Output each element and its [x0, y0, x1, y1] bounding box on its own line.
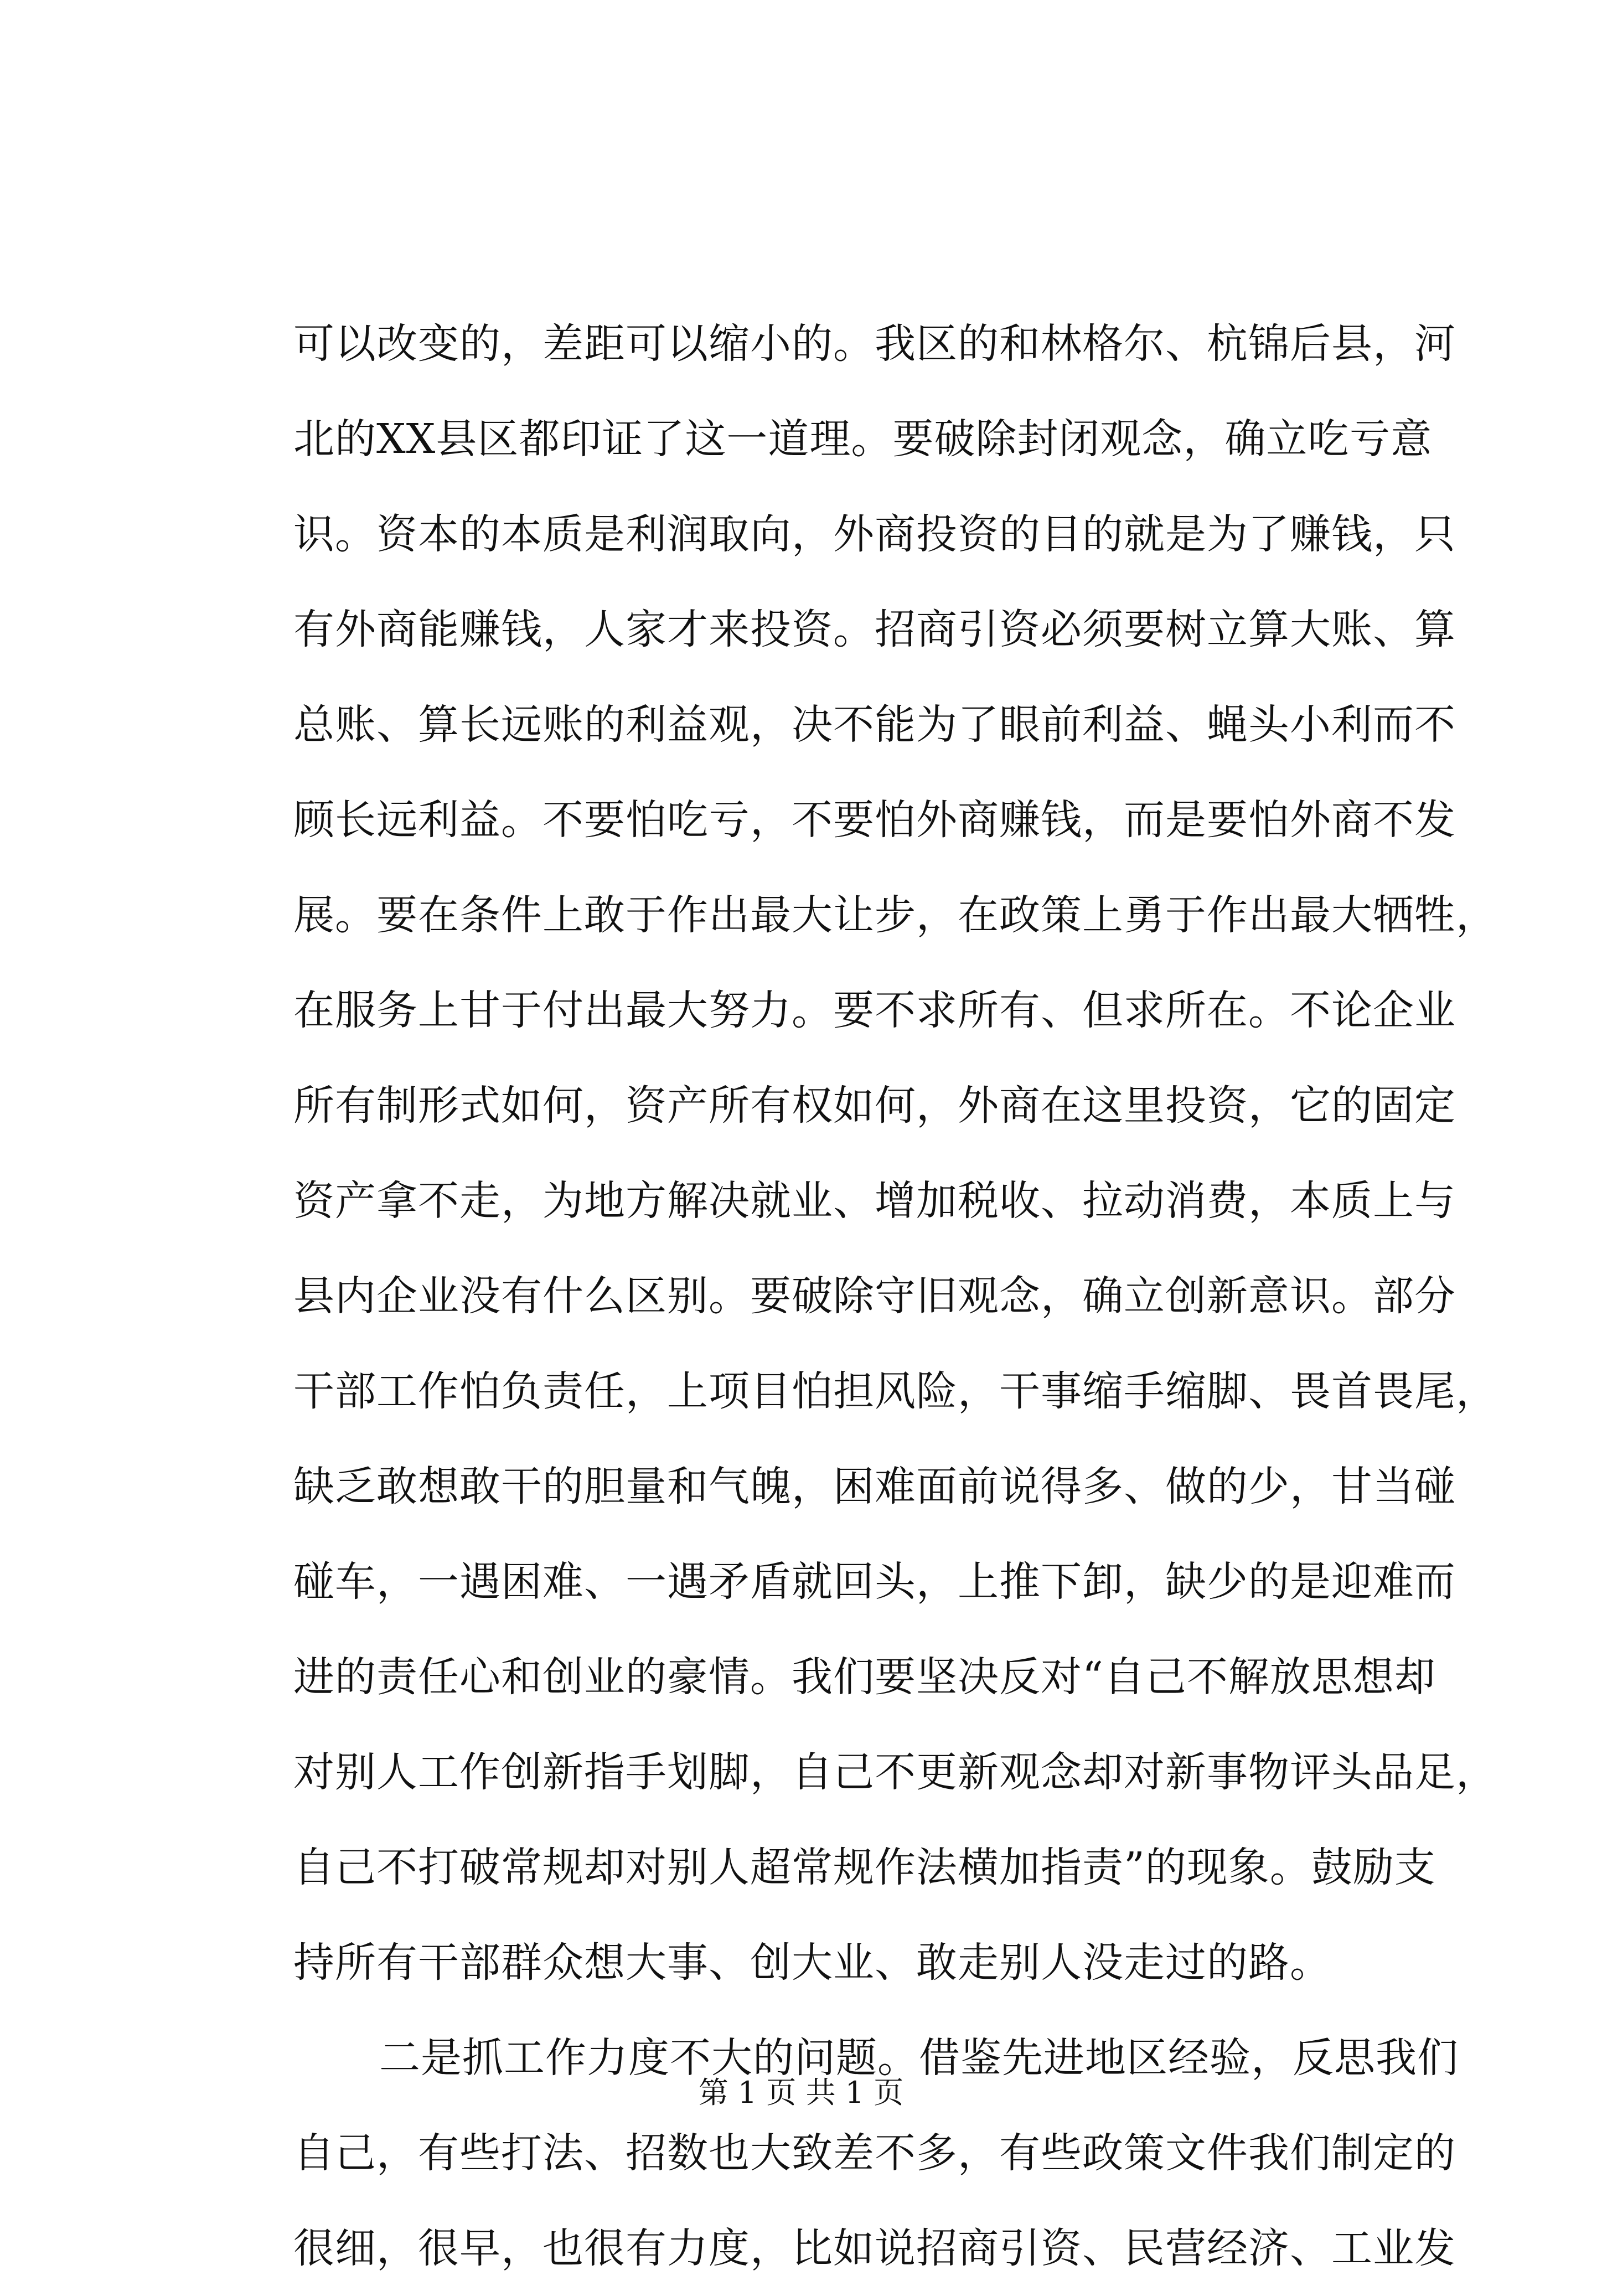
- text-line: 缺乏敢想敢干的胆量和气魄，困难面前说得多、做的少，甘当碰: [293, 1463, 1456, 1510]
- text-line: 可以改变的，差距可以缩小的。我区的和林格尔、杭锦后县，河: [293, 320, 1456, 368]
- text-line: 干部工作怕负责任，上项目怕担风险，干事缩手缩脚、畏首畏尾，: [293, 1368, 1497, 1415]
- paragraph-end-line: 持所有干部群众想大事、创大业、敢走别人没走过的路。: [293, 1939, 1331, 1987]
- text-line: 总账、算长远账的利益观，决不能为了眼前利益、蝇头小利而不: [293, 701, 1456, 749]
- text-line: 在服务上甘于付出最大努力。要不求所有、但求所在。不论企业: [293, 987, 1456, 1034]
- text-line: 展。要在条件上敢于作出最大让步，在政策上勇于作出最大牺牲，: [293, 891, 1497, 939]
- text-line: 顾长远利益。不要怕吃亏，不要怕外商赚钱，而是要怕外商不发: [293, 796, 1456, 844]
- text-line: 碰车，一遇困难、一遇矛盾就回头，上推下卸，缺少的是迎难而: [293, 1558, 1456, 1606]
- text-line: 所有制形式如何，资产所有权如何，外商在这里投资，它的固定: [293, 1082, 1456, 1129]
- document-body: [293, 296, 1497, 2296]
- text-line: 自己，有些打法、招数也大致差不多，有些政策文件我们制定的: [293, 2129, 1456, 2177]
- page-number-footer: 第 1 页 共 1 页: [698, 2075, 904, 2110]
- text-line: 对别人工作创新指手划脚，自己不更新观念却对新事物评头品足，: [293, 1748, 1497, 1796]
- paragraph-first-line: 二是抓工作力度不大的问题。借鉴先进地区经验，反思我们: [379, 2034, 1459, 2082]
- text-line: 进的责任心和创业的豪情。我们要坚决反对“自己不解放思想却: [293, 1653, 1436, 1701]
- text-line: 自己不打破常规却对别人超常规作法横加指责”的现象。鼓励支: [293, 1844, 1436, 1891]
- text-line: 资产拿不走，为地方解决就业、增加税收、拉动消费，本质上与: [293, 1177, 1456, 1225]
- text-line: 识。资本的本质是利润取向，外商投资的目的就是为了赚钱，只: [293, 510, 1456, 558]
- text-line: 很细，很早，也很有力度，比如说招商引资、民营经济、工业发: [293, 2225, 1456, 2272]
- text-line: 有外商能赚钱，人家才来投资。招商引资必须要树立算大账、算: [293, 606, 1456, 653]
- text-line: 县内企业没有什么区别。要破除守旧观念，确立创新意识。部分: [293, 1272, 1456, 1320]
- text-line: 北的XX县区都印证了这一道理。要破除封闭观念，确立吃亏意: [293, 415, 1433, 463]
